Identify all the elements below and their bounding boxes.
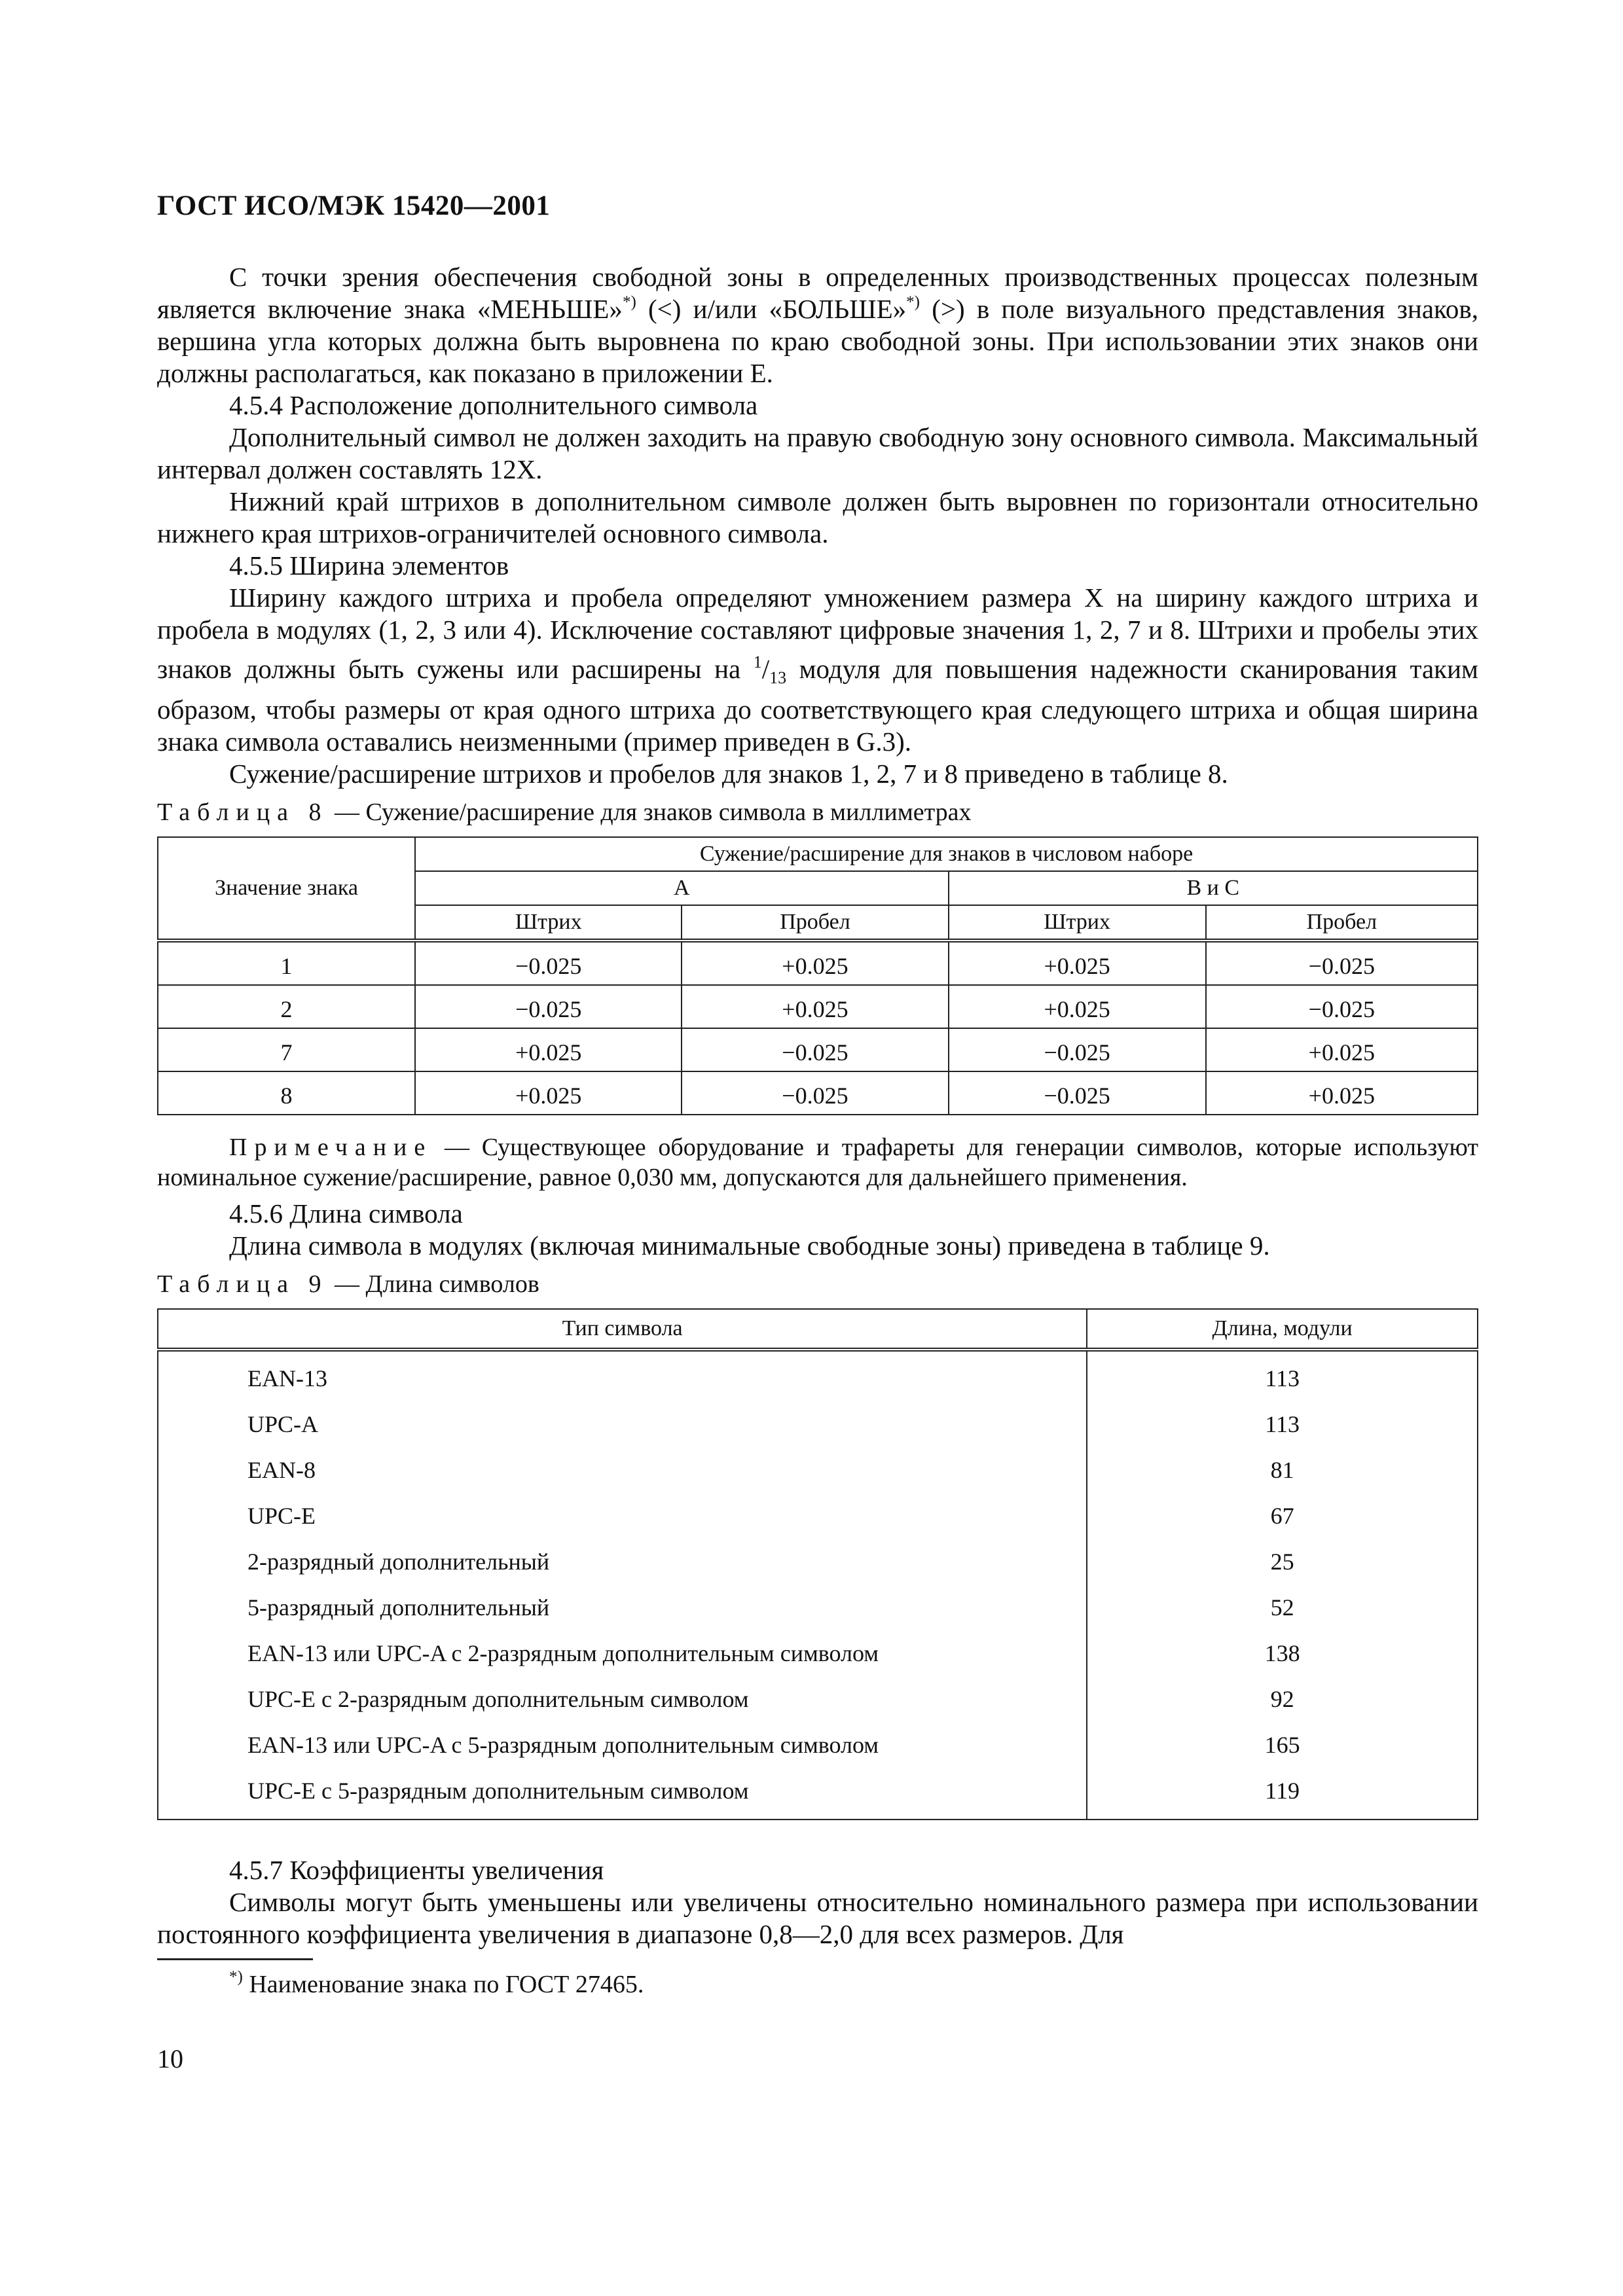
table-cell: −0.025 (415, 941, 682, 985)
caption-text: — Сужение/расширение для знаков символа в миллиметрах (328, 798, 972, 826)
table-cell: 1 (158, 941, 415, 985)
table-cell: 52 (1087, 1581, 1478, 1626)
header-space: Пробел (682, 905, 948, 941)
table-cell: 119 (1087, 1764, 1478, 1820)
text-span: модуля для повышения надежности сканирования таким образом, чтобы размеры от края одного штриха до соответствующего края следующего штриха и общая ширина знака символа оставались неизменными (пример приведен в G.3). (157, 654, 1478, 757)
header-set-bc: В и С (949, 871, 1478, 905)
table-row (158, 941, 1478, 985)
table-cell: +0.025 (682, 985, 948, 1028)
table-row (158, 1071, 1478, 1115)
note-text: — Существующее оборудование и трафареты для генерации символов, которые используют номинальное сужение/расширение, равное 0,030 мм, допускаются для дальнейшего применения. (157, 1134, 1478, 1191)
header-set-a: А (415, 871, 948, 905)
table8-caption (157, 797, 1478, 829)
table-cell: −0.025 (949, 1028, 1206, 1071)
fraction-slash: / (761, 654, 770, 684)
table-cell: UPC-E (158, 1489, 1087, 1535)
table-cell: 5-разрядный дополнительный (158, 1581, 1087, 1626)
text-span: С точки зрения обеспечения свободной зоны в определенных производственных процессах полезным является включение знака «МЕНЬШЕ» (157, 262, 1478, 324)
table-row (158, 1443, 1478, 1489)
fraction (753, 653, 787, 687)
fraction-numerator: 1 (753, 653, 762, 672)
header-value: Значение знака (158, 837, 415, 941)
table-cell: 92 (1087, 1672, 1478, 1718)
table-cell: +0.025 (949, 985, 1206, 1028)
table-cell: −0.025 (415, 985, 682, 1028)
header-bar: Штрих (415, 905, 682, 941)
table-cell: −0.025 (682, 1071, 948, 1115)
table-row (158, 1535, 1478, 1581)
table-cell: +0.025 (1206, 1028, 1478, 1071)
table-cell: +0.025 (415, 1028, 682, 1071)
text-span: (<) и/или «БОЛЬШЕ» (636, 294, 907, 324)
page-number: 10 (157, 2044, 183, 2073)
table-cell: UPC-E с 5-разрядным дополнительным символом (158, 1764, 1087, 1820)
table-cell: EAN-13 или UPC-A с 2-разрядным дополнительным символом (158, 1626, 1087, 1672)
paragraph-bar-alignment: Нижний край штрихов в дополнительном символе должен быть выровнен по горизонтали относительно нижнего края штрихов-ограничителей основного символа. (157, 486, 1478, 548)
table-cell: +0.025 (682, 941, 948, 985)
table-row (158, 1718, 1478, 1764)
caption-label: Таблица 9 (157, 1270, 329, 1298)
table-cell: +0.025 (949, 941, 1206, 985)
paragraph-table8-ref: Сужение/расширение штрихов и пробелов для знаков 1, 2, 7 и 8 приведено в таблице 8. (229, 759, 1228, 789)
table-cell: EAN-13 (158, 1350, 1087, 1397)
table-row (158, 1350, 1478, 1397)
table9-caption (157, 1268, 1478, 1300)
table-9 (157, 1308, 1478, 1820)
header-bar: Штрих (949, 905, 1206, 941)
header-length: Длина, модули (1087, 1309, 1478, 1350)
paragraph-free-zone (157, 261, 1478, 389)
caption-label: Таблица 8 (157, 798, 329, 826)
table-cell: −0.025 (949, 1071, 1206, 1115)
document-page (157, 190, 1478, 2075)
table-cell: 2 (158, 985, 415, 1028)
table-cell: −0.025 (682, 1028, 948, 1071)
paragraph-symbol-length: Длина символа в модулях (включая минимальные свободные зоны) приведена в таблице 9. (229, 1230, 1270, 1261)
table-cell: UPC-A (158, 1397, 1087, 1443)
fraction-denominator: 13 (769, 668, 787, 687)
table-cell: +0.025 (415, 1071, 682, 1115)
text-span: (>) в поле визуального представления знаков, вершина угла которых должна быть выровнена по краю свободной зоны. При использовании этих знаков они должны располагаться, как показано в приложении Е. (157, 294, 1478, 388)
paragraph-element-width (157, 582, 1478, 758)
table-cell: −0.025 (1206, 941, 1478, 985)
table-cell: 113 (1087, 1350, 1478, 1397)
footnote-ref: *) (906, 293, 920, 312)
table-cell: 8 (158, 1071, 415, 1115)
table-cell: 165 (1087, 1718, 1478, 1764)
table-cell: 113 (1087, 1397, 1478, 1443)
table-row (158, 1028, 1478, 1071)
table-cell: EAN-8 (158, 1443, 1087, 1489)
footnote-text: Наименование знака по ГОСТ 27465. (242, 1971, 644, 1998)
table-cell: UPC-E с 2-разрядным дополнительным символом (158, 1672, 1087, 1718)
header-symbol-type: Тип символа (158, 1309, 1087, 1350)
table-row (158, 1626, 1478, 1672)
table-cell: −0.025 (1206, 985, 1478, 1028)
section-heading-4-5-5: 4.5.5 Ширина элементов (229, 550, 509, 581)
header-space: Пробел (1206, 905, 1478, 941)
table-cell: 25 (1087, 1535, 1478, 1581)
table-row (158, 1489, 1478, 1535)
section-heading-4-5-7: 4.5.7 Коэффициенты увеличения (229, 1855, 604, 1885)
table-cell: EAN-13 или UPC-A с 5-разрядным дополнительным символом (158, 1718, 1087, 1764)
table-8 (157, 836, 1478, 1115)
table-row (158, 985, 1478, 1028)
paragraph-add-on-position: Дополнительный символ не должен заходить на правую свободную зону основного символа. Максимальный интервал должен составлять 12X. (157, 422, 1478, 484)
footnote (157, 1969, 1478, 2000)
footnote-divider (157, 1958, 313, 1960)
table8-note (157, 1132, 1478, 1193)
note-label: Примечание (229, 1134, 433, 1161)
table-row (158, 1581, 1478, 1626)
table-row (158, 1397, 1478, 1443)
table-cell: 7 (158, 1028, 415, 1071)
table-cell: 81 (1087, 1443, 1478, 1489)
table-cell: 2-разрядный дополнительный (158, 1535, 1087, 1581)
section-heading-4-5-4: 4.5.4 Расположение дополнительного символа (229, 390, 758, 420)
caption-text: — Длина символов (328, 1270, 539, 1298)
table-row (158, 1764, 1478, 1820)
paragraph-magnification: Символы могут быть уменьшены или увеличены относительно номинального размера при использовании постоянного коэффициента увеличения в диапазоне 0,8—2,0 для всех размеров. Для (157, 1887, 1478, 1949)
table-cell: 67 (1087, 1489, 1478, 1535)
table-row (158, 1672, 1478, 1718)
text-span: Ширину каждого штриха и пробела определяют умножением размера X на ширину каждого штриха и пробела в модулях (1, 2, 3 или 4). Исключение составляют цифровые значения 1, 2, 7 и 8. Штрихи и пробелы этих знаков должны быть сужены или расширены на (157, 583, 1478, 684)
footnote-mark: *) (229, 1968, 243, 1986)
document-header: ГОСТ ИСО/МЭК 15420—2001 (157, 190, 551, 221)
footnote-ref: *) (622, 293, 636, 312)
table-cell: 138 (1087, 1626, 1478, 1672)
header-group: Сужение/расширение для знаков в числовом наборе (415, 837, 1478, 871)
section-heading-4-5-6: 4.5.6 Длина символа (229, 1198, 463, 1229)
table-cell: +0.025 (1206, 1071, 1478, 1115)
